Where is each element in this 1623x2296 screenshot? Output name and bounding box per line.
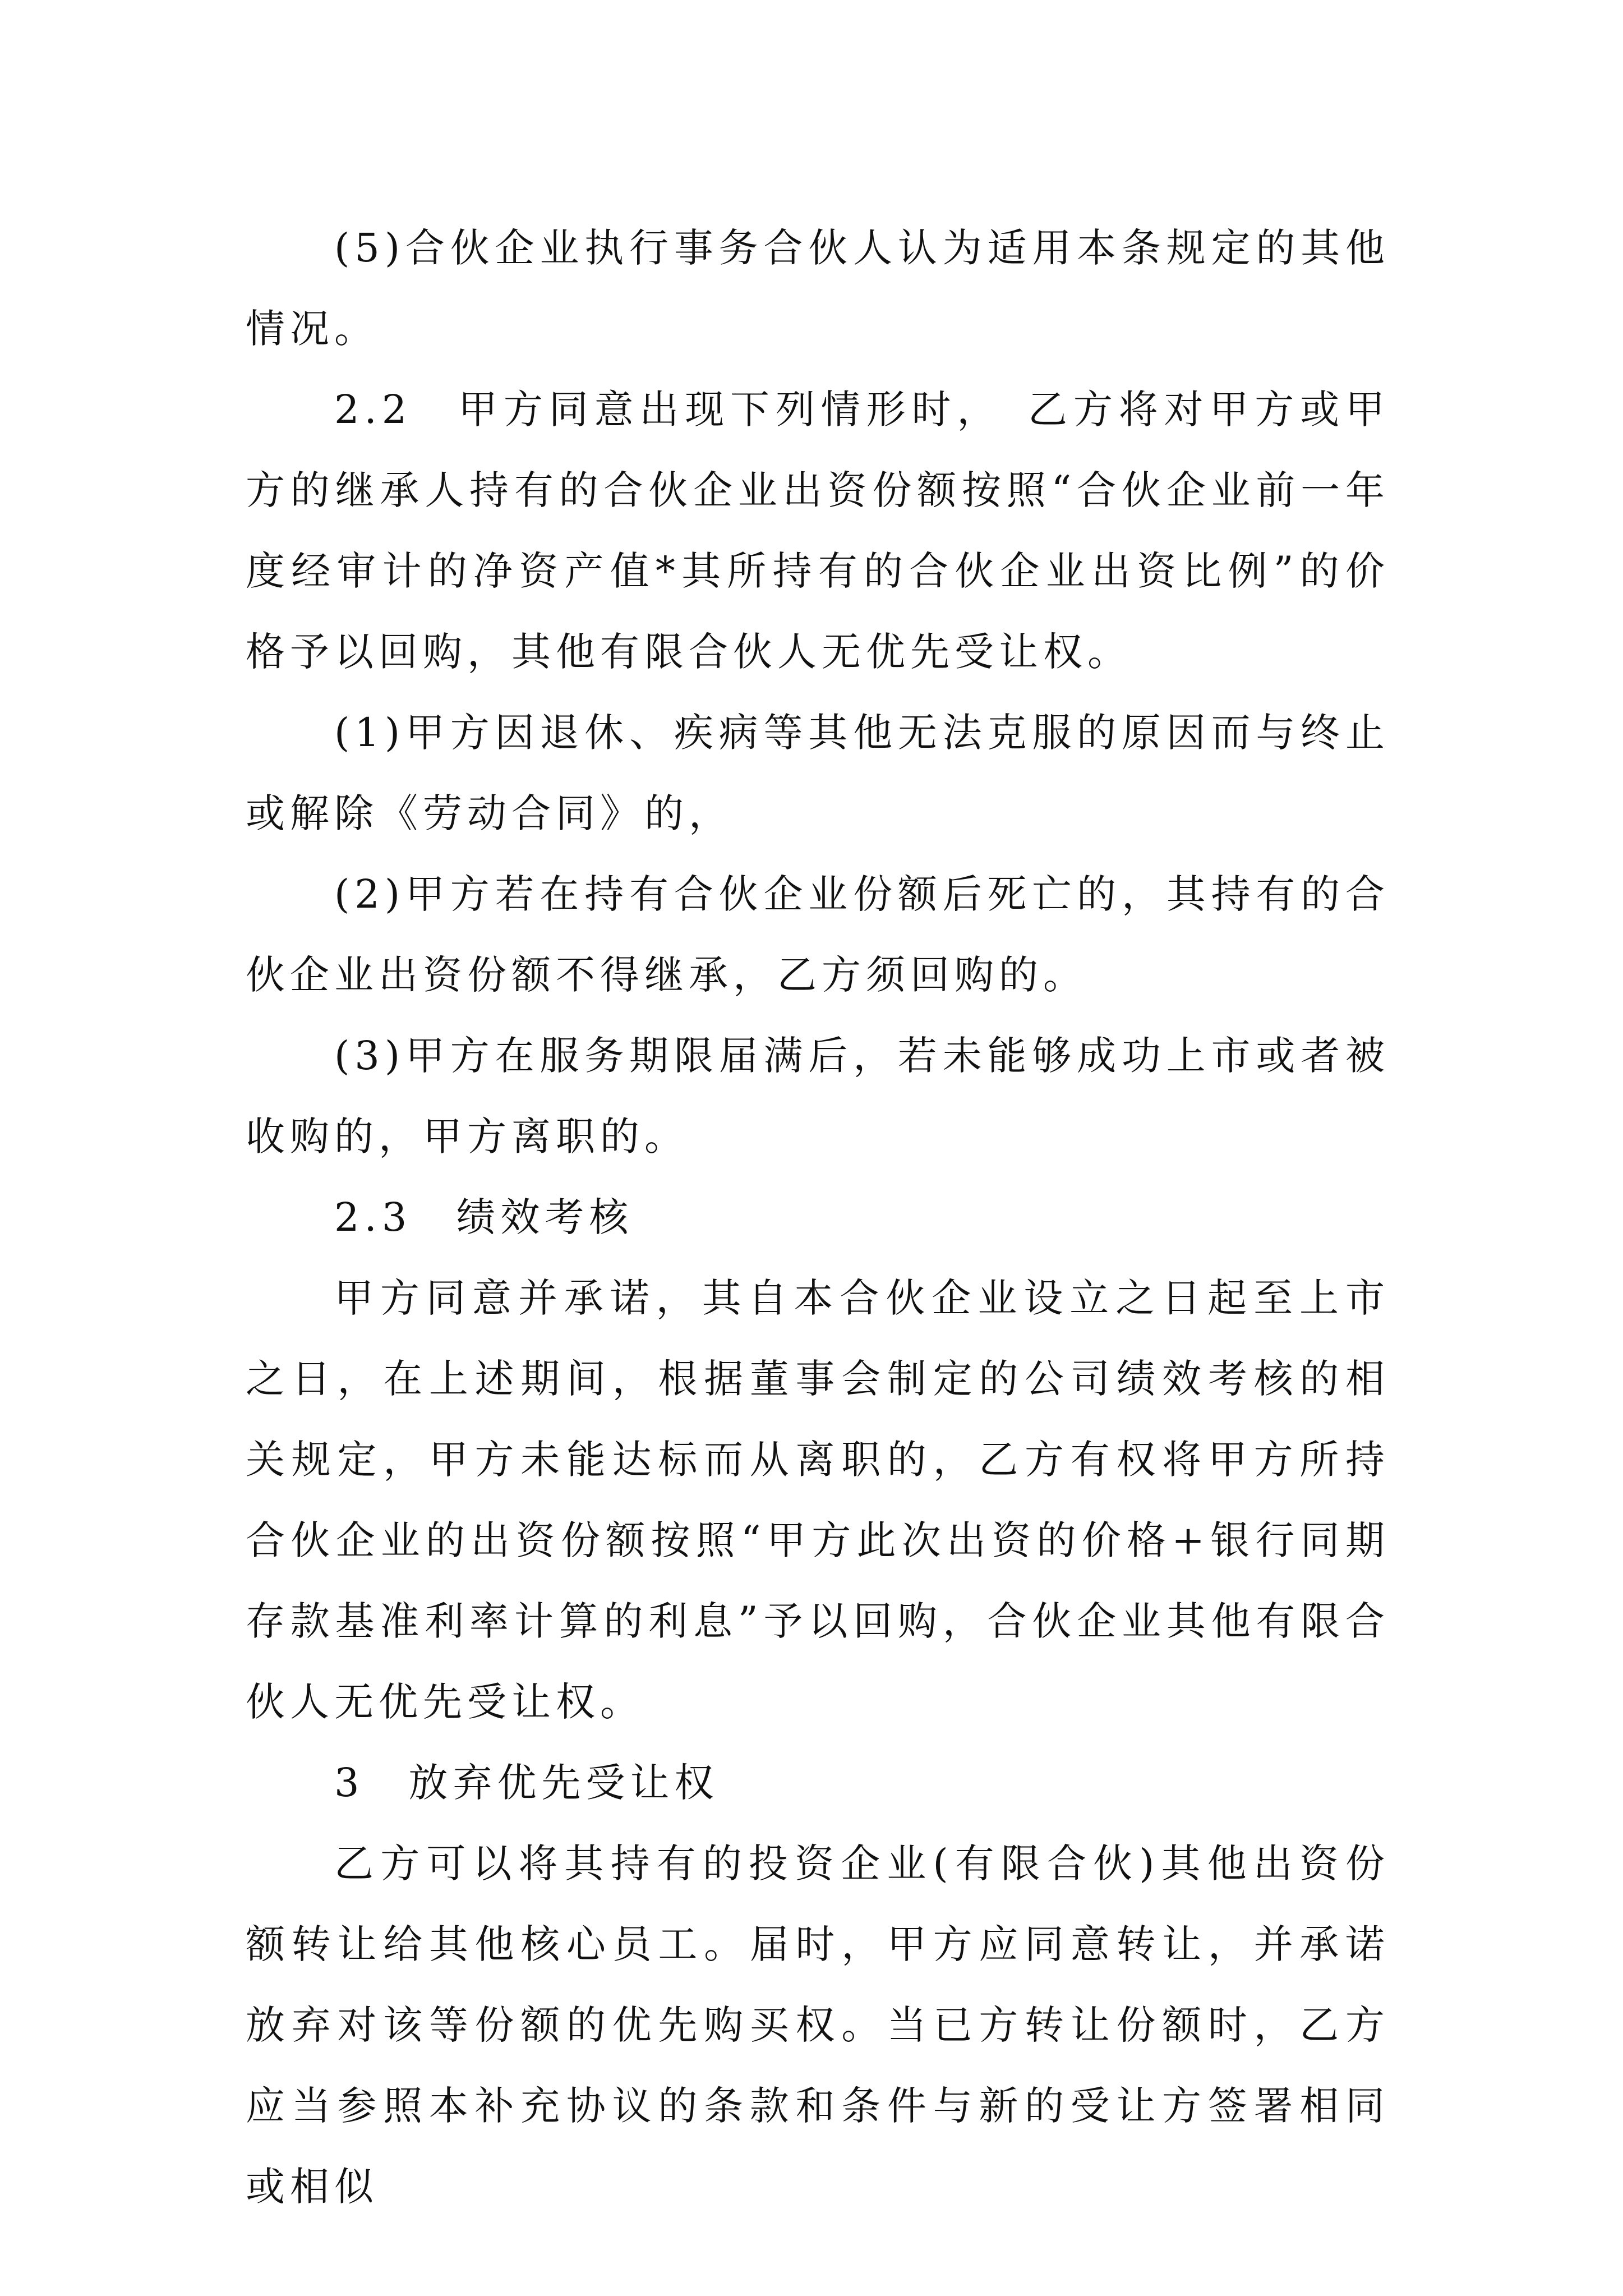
clause-2-2-buyback: 2.2 甲方同意出现下列情形时， 乙方将对甲方或甲方的继承人持有的合伙企业出资份额按照“合伙企业前一年度经审计的净资产值*其所持有的合伙企业出资比例”的价格予以回购，其他有限合伙人无优先受让权。 [246, 386, 1390, 675]
section-heading-2-3: 2.3 绩效考核 [334, 1194, 634, 1240]
section-heading-3: 3 放弃优先受让权 [334, 1760, 719, 1806]
clause-waiver-right: 乙方可以将其持有的投资企业(有限合伙)其他出资份额转让给其他核心员工。届时，甲方应同意转让，并承诺放弃对该等份额的优先购买权。当已方转让份额时，乙方应当参照本补充协议的条款和条件与新的受让方签署相同或相似 [246, 1841, 1390, 2210]
clause-item-2-death: (2)甲方若在持有合伙企业份额后死亡的，其持有的合伙企业出资份额不得继承，乙方须回购的。 [246, 871, 1390, 998]
clause-item-3-resignation: (3)甲方在服务期限届满后，若未能够成功上市或者被收购的，甲方离职的。 [246, 1033, 1390, 1159]
document-body [246, 208, 1390, 2227]
clause-item-1-retirement: (1)甲方因退休、疾病等其他无法克服的原因而与终止或解除《劳动合同》的， [246, 710, 1390, 836]
clause-performance-review: 甲方同意并承诺，其自本合伙企业设立之日起至上市之日，在上述期间，根据董事会制定的公司绩效考核的相关规定，甲方未能达标而从离职的，乙方有权将甲方所持合伙企业的出资份额按照“甲方此次出资的价格+银行同期存款基准利率计算的利息”予以回购，合伙企业其他有限合伙人无优先受让权。 [246, 1275, 1390, 1725]
clause-5-other-cases: (5)合伙企业执行事务合伙人认为适用本条规定的其他情况。 [246, 225, 1390, 352]
